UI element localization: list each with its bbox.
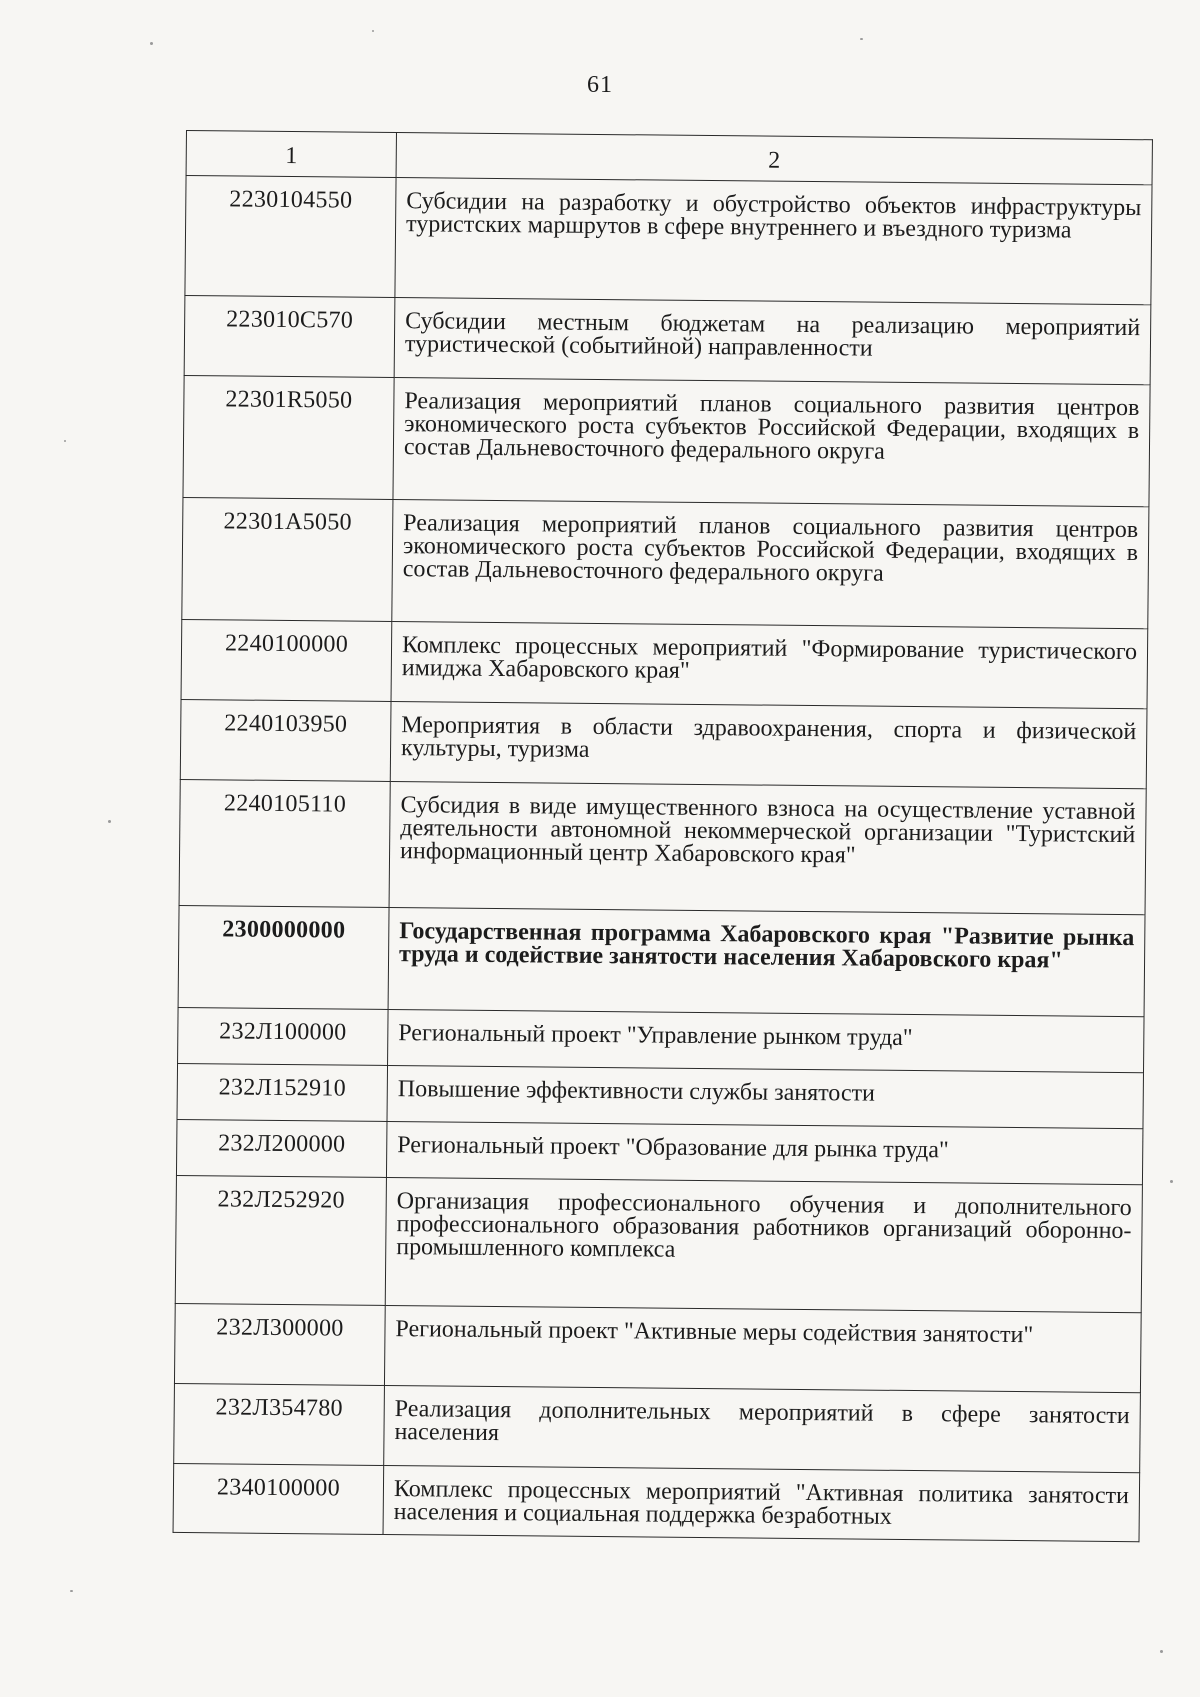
row-name: Комплекс процессных мероприятий "Активная политика занятости населения и социальная поддержка безработных: [383, 1465, 1140, 1541]
row-name: Региональный проект "Образование для рынка труда": [386, 1121, 1143, 1184]
row-name: Региональный проект "Управление рынком труда": [388, 1009, 1145, 1072]
scan-speck: [860, 38, 863, 40]
row-code: 232Л152910: [177, 1063, 388, 1121]
column-header-name: 2: [396, 133, 1152, 185]
row-code: 2240103950: [180, 699, 391, 781]
table-row: [174, 1303, 1141, 1392]
row-code: 232Л300000: [174, 1303, 385, 1385]
row-name: Мероприятия в области здравоохранения, спорта и физической культуры, туризма: [390, 701, 1147, 788]
scan-speck: [1160, 1650, 1163, 1653]
row-code: 232Л100000: [178, 1007, 389, 1065]
classification-table: [173, 130, 1153, 1542]
table-row: [178, 1007, 1144, 1072]
scan-speck: [1170, 1180, 1173, 1183]
table-row: [182, 497, 1149, 628]
row-code: 2240100000: [181, 619, 392, 701]
row-code: 2240105110: [179, 779, 390, 907]
row-code: 2230104550: [185, 176, 396, 298]
row-name: Организация профессионального обучения и дополнительного профессионального образования работников организаций оборонно-промышленного комплекса: [385, 1177, 1142, 1312]
row-name: Субсидии местным бюджетам на реализацию мероприятий туристической (событийной) направленности: [394, 298, 1151, 385]
row-name: Комплекс процессных мероприятий "Формирование туристического имиджа Хабаровского края": [391, 621, 1148, 708]
scan-speck: [372, 30, 374, 32]
row-name: Субсидия в виде имущественного взноса на осуществление уставной деятельности автономной некоммерческой организации "Туристский информационный центр Хабаровского края": [389, 781, 1146, 914]
row-name: Повышение эффективности службы занятости: [387, 1065, 1144, 1128]
row-code: 22301А5050: [182, 497, 393, 621]
scan-speck: [70, 1590, 73, 1592]
table-row: [177, 1063, 1143, 1128]
row-name: Реализация мероприятий планов социального развития центров экономического роста субъектов Российской Федерации, входящих в состав Дальневосточного федерального округа: [392, 500, 1149, 629]
table-row: [181, 619, 1148, 708]
table-row: [176, 1119, 1142, 1184]
page-number: 61: [587, 72, 613, 98]
table-row: [175, 1175, 1142, 1312]
table-row: [185, 176, 1152, 305]
row-code: 22301R5050: [183, 375, 394, 499]
row-name: Государственная программа Хабаровского края "Развитие рынка труда и содействие занятости населения Хабаровского края": [388, 907, 1145, 1016]
scan-speck: [108, 820, 111, 823]
row-name: Реализация мероприятий планов социального развития центров экономического роста субъектов Российской Федерации, входящих в состав Дальневосточного федерального округа: [393, 378, 1150, 507]
table-row: [184, 295, 1151, 384]
row-name: Региональный проект "Активные меры содействия занятости": [384, 1305, 1141, 1392]
row-name: Реализация дополнительных мероприятий в сфере занятости населения: [384, 1385, 1141, 1472]
row-code: 232Л252920: [175, 1175, 386, 1305]
scan-speck: [150, 42, 153, 45]
scan-speck: [64, 440, 66, 442]
row-code: 223010С570: [184, 295, 395, 377]
row-code: 2300000000: [178, 905, 389, 1009]
column-header-code: 1: [186, 131, 396, 178]
row-code: 232Л354780: [174, 1383, 385, 1465]
table-row: [178, 905, 1145, 1016]
row-name: Субсидии на разработку и обустройство объектов инфраструктуры туристских маршрутов в сфере внутреннего и въездного туризма: [395, 178, 1152, 305]
row-code: 2340100000: [173, 1463, 384, 1534]
table-row: [173, 1463, 1140, 1541]
table-row: [180, 699, 1147, 788]
table-row: [179, 779, 1146, 914]
row-code: 232Л200000: [176, 1119, 387, 1177]
table-row: [183, 375, 1150, 506]
table-row: [174, 1383, 1141, 1472]
